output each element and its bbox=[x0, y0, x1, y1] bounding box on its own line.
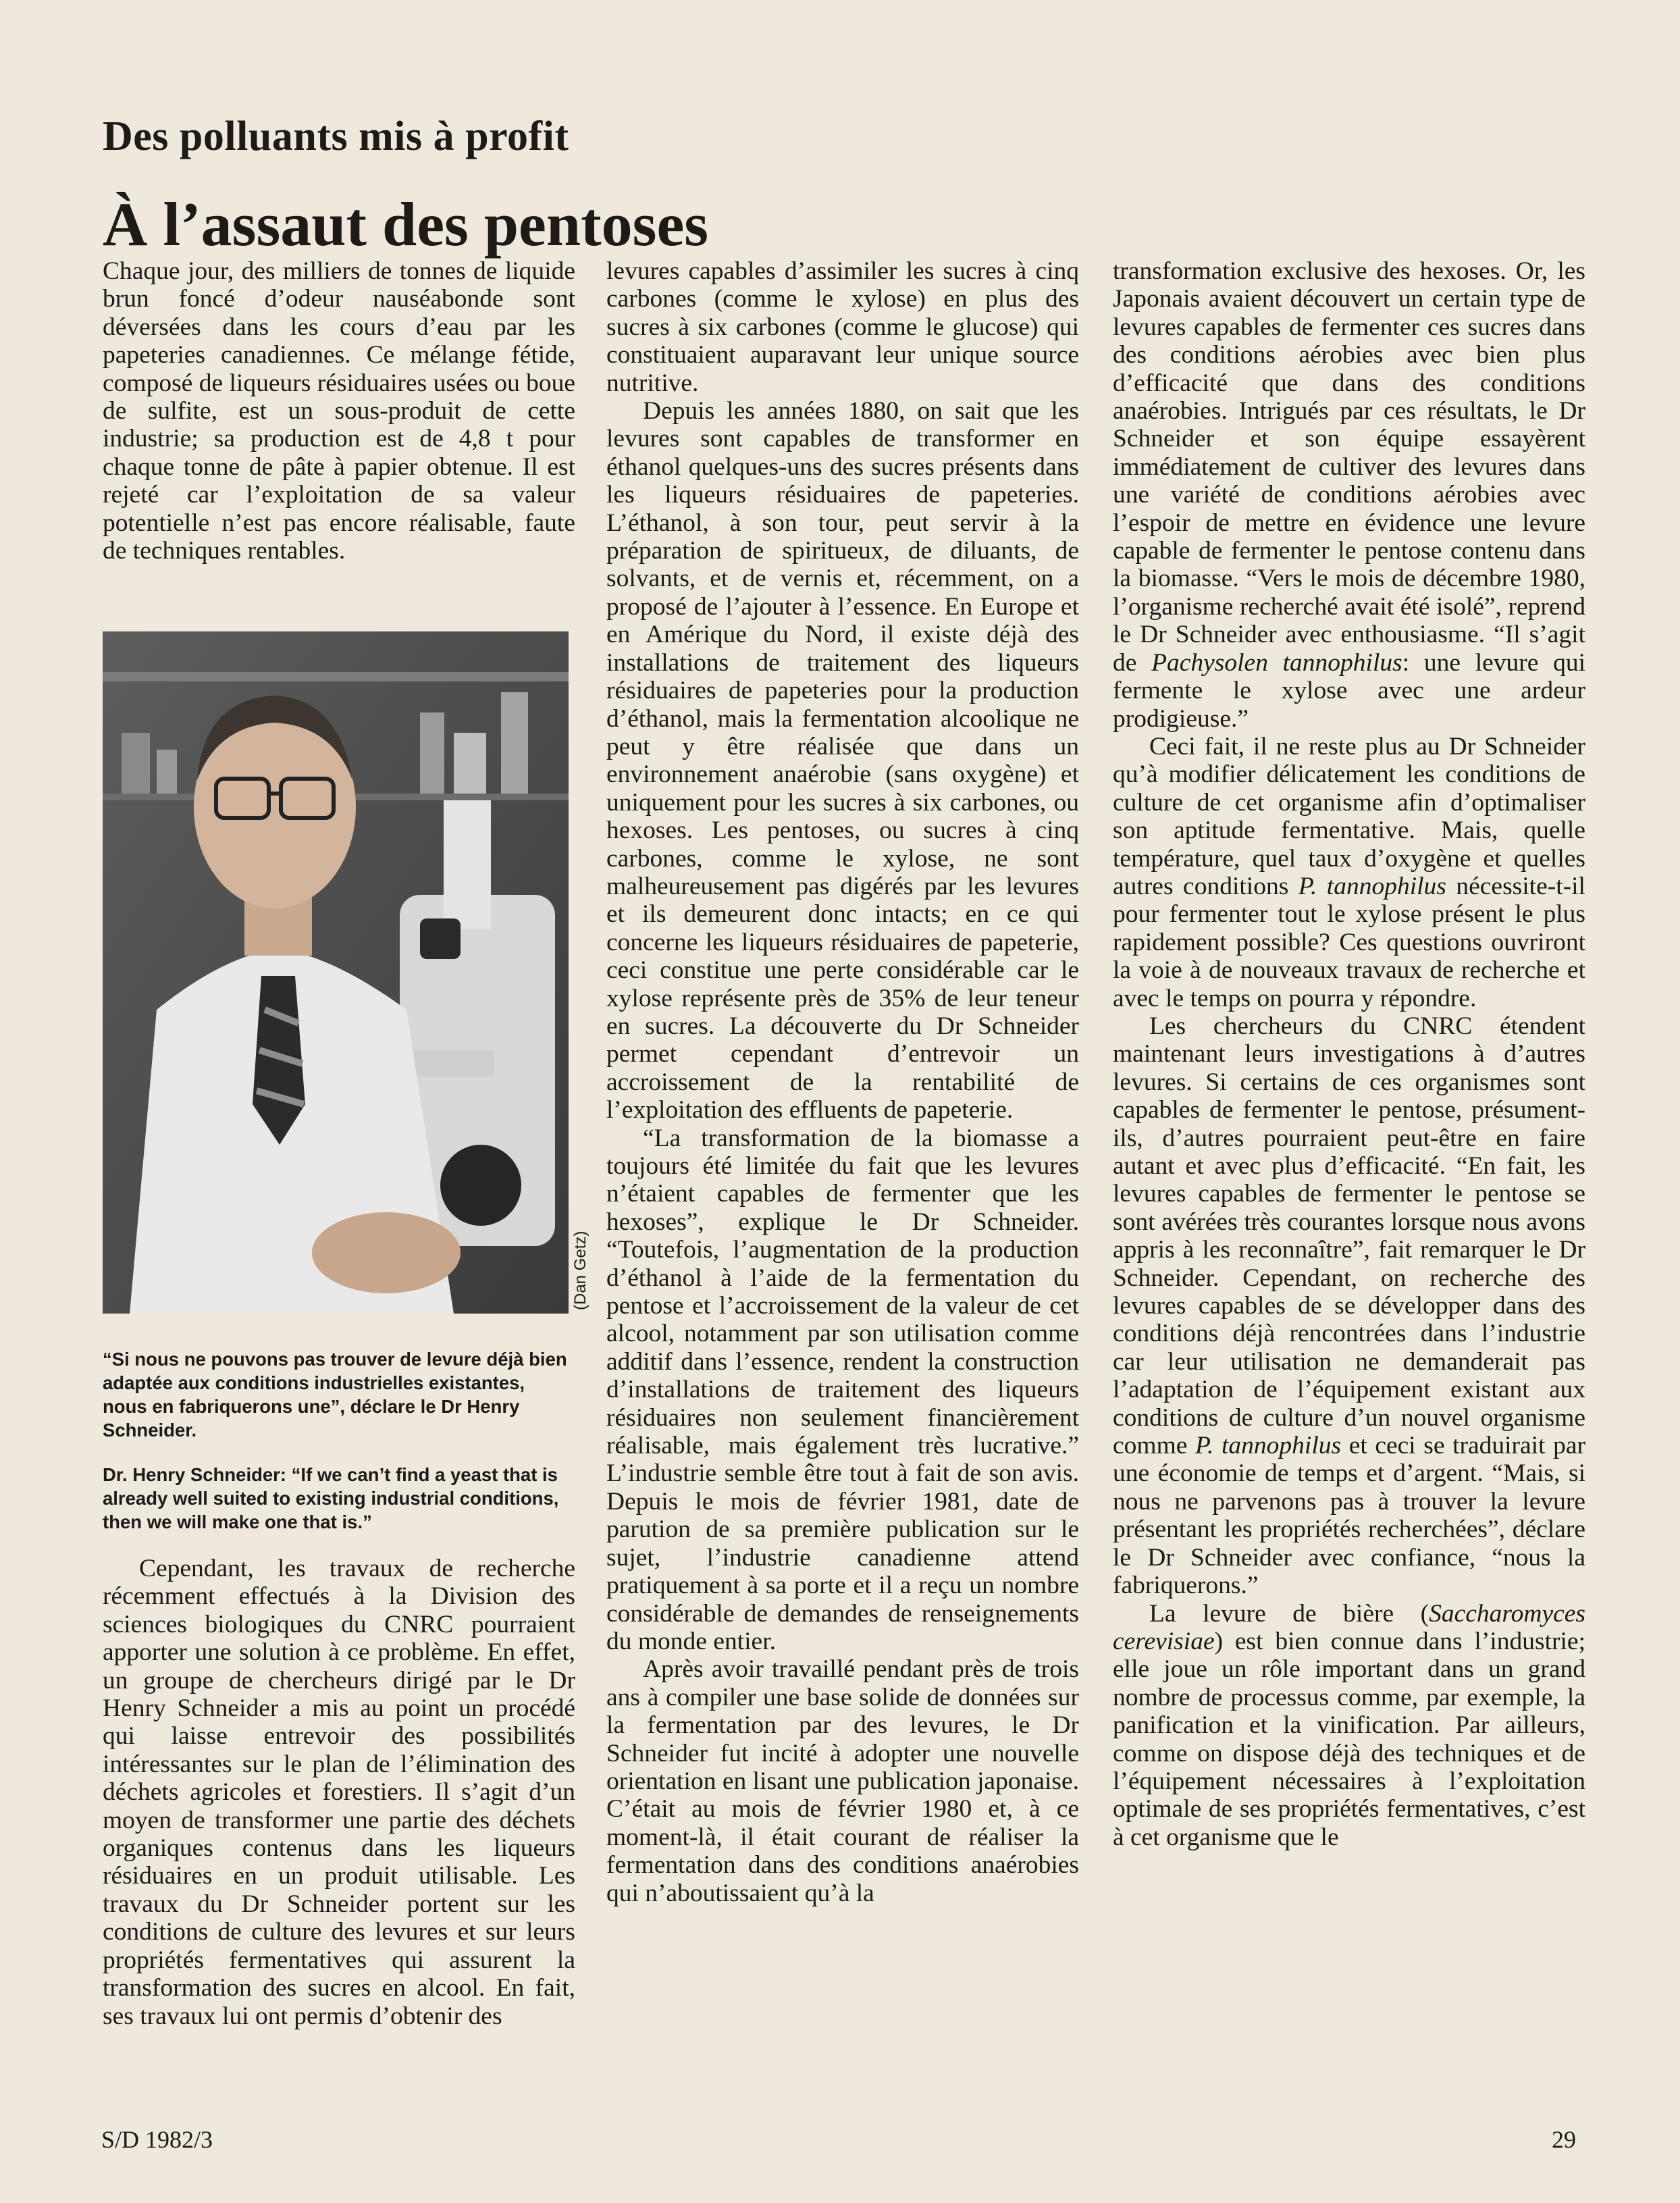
paragraph: Cependant, les travaux de recherche récemment effectués à la Division des sciences biologiques du CNRC pourraient apporter une solution à ce problème. En effet, un groupe de chercheurs dirigé par le Dr Henry Schneider a mis au point un procédé qui laisse entrevoir des possibilités intéressantes sur le plan de l’élimination des déchets agricoles et forestiers. Il s’agit d’un moyen de transformer une partie des déchets organiques contenus dans les liqueurs résiduaires en un produit utilisable. Les travaux du Dr Schneider portent sur les conditions de culture des levures et sur leurs propriétés fermentatives qui assurent la transformation des sucres en alcool. En fait, ses travaux lui ont permis d’obtenir des bbox=[103, 1555, 575, 2030]
column-2 bbox=[606, 257, 1079, 1907]
text-run: et ceci se traduirait par une économie de temps et d’argent. “Mais, si nous ne parvenons pas à trouver la levure présentant les propriétés recherchées”, déclare le Dr Schneider avec confiance, “nous la fabriquerons.” bbox=[1113, 1432, 1585, 1600]
issue-label: S/D 1982/3 bbox=[101, 2126, 213, 2153]
paragraph: “La transformation de la biomasse a toujours été limitée du fait que les levures n’étaient capables de fermenter que les hexoses”, explique le Dr Schneider. “Toutefois, l’augmentation de la production d’éthanol à l’aide de la fermentation du pentose et l’accroissement de la valeur de cet alcool, notamment par son utilisation comme additif dans l’essence, rendent la construction d’installations de traitement des liqueurs résiduaires non seulement financièrement réalisable, mais également très lucrative.” L’industrie semble être tout à fait de son avis. Depuis le mois de février 1981, date de parution de sa première publication sur le sujet, l’industrie canadienne attend pratiquement à sa porte et il a reçu un nombre considérable de demandes de renseignements du monde entier. bbox=[606, 1124, 1079, 1655]
text-run: ) est bien connue dans l’industrie; elle joue un rôle important dans un grand nombre de processus comme, par exemple, la panification et la vinification. Par ailleurs, comme on dispose déjà des techniques et de l’équipement nécessaires à l’exploitation optimale de ses propriétés fermentatives, c’est à cet organisme que le bbox=[1113, 1627, 1585, 1851]
text-run: Les chercheurs du CNRC étendent maintenant leurs investigations à d’autres levures. Si certains de ces organismes sont capables de fermenter le pentose, présument-ils, d’autres pourraient peut-être en faire autant et avec plus d’efficacité. “En fait, les levures capables de fermenter le pentose se sont avérées très courantes lorsque nous avons appris à les reconnaître”, fait remarquer le Dr Schneider. Cependant, on recherche des levures capables de se développer dans des conditions déjà rencontrées dans l’industrie car leur utilisation ne demanderait pas l’adaptation de l’équipement existant aux conditions de culture d’un nouvel organisme comme bbox=[1113, 1012, 1585, 1460]
species-name: P. tannophilus bbox=[1195, 1432, 1342, 1460]
article-title: À l’assaut des pentoses bbox=[103, 190, 709, 259]
text-run: transformation exclusive des hexoses. Or, les Japonais avaient découvert un certain type de levures capables de fermenter ces sucres dans des conditions aérobies avec bien plus d’efficacité que dans des conditions anaérobies. Intrigués par ces résultats, le Dr Schneider et son équipe essayèrent immédiatement de cultiver des levures dans une variété de conditions aérobies avec l’espoir de mettre en évidence une levure capable de fermenter le pentose contenu dans la biomasse. “Vers le mois de décembre 1980, l’organisme recherché avait été isolé”, reprend le Dr Schneider avec enthousiasme. “Il s’agit de bbox=[1113, 257, 1585, 677]
column-1-bottom bbox=[103, 1555, 575, 2030]
caption-french: “Si nous ne pouvons pas trouver de levure déjà bien adaptée aux conditions industrielles existantes, nous en fabriquerons une”, déclare le Dr Henry Schneider. bbox=[103, 1349, 567, 1441]
page-number: 29 bbox=[1552, 2126, 1576, 2153]
column-1-top bbox=[103, 257, 575, 565]
scientist-microscope-photo bbox=[103, 631, 569, 1314]
paragraph bbox=[1113, 257, 1585, 733]
species-name: P. tannophilus bbox=[1298, 872, 1446, 900]
text-run: La levure de bière ( bbox=[1149, 1599, 1429, 1628]
text-run: nécessite-t-il pour fermenter tout le xylose présent le plus rapidement possible? Ces questions ouvriront la voie à de nouveaux travaux de recherche et avec le temps on pourra y répondre. bbox=[1113, 872, 1585, 1012]
paragraph bbox=[1113, 1600, 1585, 1852]
paragraph bbox=[1113, 1012, 1585, 1600]
portrait-photo bbox=[103, 631, 569, 1314]
paragraph bbox=[1113, 733, 1585, 1012]
text-run: : une levure qui fermente le xylose avec une ardeur prodigieuse.” bbox=[1113, 648, 1585, 733]
column-3 bbox=[1113, 257, 1585, 1851]
paragraph: Après avoir travaillé pendant près de trois ans à compiler une base solide de données sur la fermentation par des levures, le Dr Schneider fut incité à adopter une nouvelle orientation en lisant une publication japonaise. C’était au mois de février 1980 et, à ce moment-là, il était courant de réaliser la fermentation dans des conditions anaérobies qui n’aboutissaient qu’à la bbox=[606, 1655, 1079, 1907]
paragraph: levures capables d’assimiler les sucres à cinq carbones (comme le xylose) en plus des sucres à six carbones (comme le glucose) qui constituaient auparavant leur unique source nutritive. bbox=[606, 257, 1079, 397]
article-kicker: Des polluants mis à profit bbox=[103, 113, 569, 159]
photo-credit: (Dan Getz) bbox=[571, 1230, 589, 1310]
caption-english: Dr. Henry Schneider: “If we can’t find a yeast that is already well suited to existing industrial conditions, then we will make one that is.” bbox=[103, 1464, 559, 1532]
paragraph: Depuis les années 1880, on sait que les levures sont capables de transformer en éthanol quelques-uns des sucres présents dans les liqueurs résiduaires de papeteries. L’éthanol, à son tour, peut servir à la préparation de spiritueux, de diluants, de solvants, et de vernis et, récemment, on a proposé de l’ajouter à l’essence. En Europe et en Amérique du Nord, il existe déjà des installations de traitement des liqueurs résiduaires de papeteries pour la production d’éthanol, mais la fermentation alcoolique ne peut y être réalisée que dans un environnement anaérobie (sans oxygène) et uniquement pour les sucres à six carbones, ou hexoses. Les pentoses, ou sucres à cinq carbones, comme le xylose, ne sont malheureusement pas digérés par les levures et ils demeurent donc intacts; en ce qui concerne les liqueurs résiduaires de papeterie, ceci constitue une perte considérable car le xylose représente près de 35% de leur teneur en sucres. La découverte du Dr Schneider permet cependant d’entrevoir un accroissement de la rentabilité de l’exploitation des effluents de papeterie. bbox=[606, 397, 1079, 1124]
paragraph: Chaque jour, des milliers de tonnes de liquide brun foncé d’odeur nauséabonde sont déversées dans les cours d’eau par les papeteries canadiennes. Ce mélange fétide, composé de liqueurs résiduaires usées ou boue de sulfite, est un sous-produit de cette industrie; sa production est de 4,8 t pour chaque tonne de pâte à papier obtenue. Il est rejeté car l’exploitation de sa valeur potentielle n’est pas encore réalisable, faute de techniques rentables. bbox=[103, 257, 575, 565]
text-run: Ceci fait, il ne reste plus au Dr Schneider qu’à modifier délicatement les conditions de culture de cet organisme afin d’optimaliser son aptitude fermentative. Mais, quelle température, quel taux d’oxygène et quelles autres conditions bbox=[1113, 732, 1585, 900]
species-name: Saccharomyces cerevisiae bbox=[1113, 1599, 1585, 1655]
species-name: Pachysolen tannophilus bbox=[1151, 648, 1402, 677]
